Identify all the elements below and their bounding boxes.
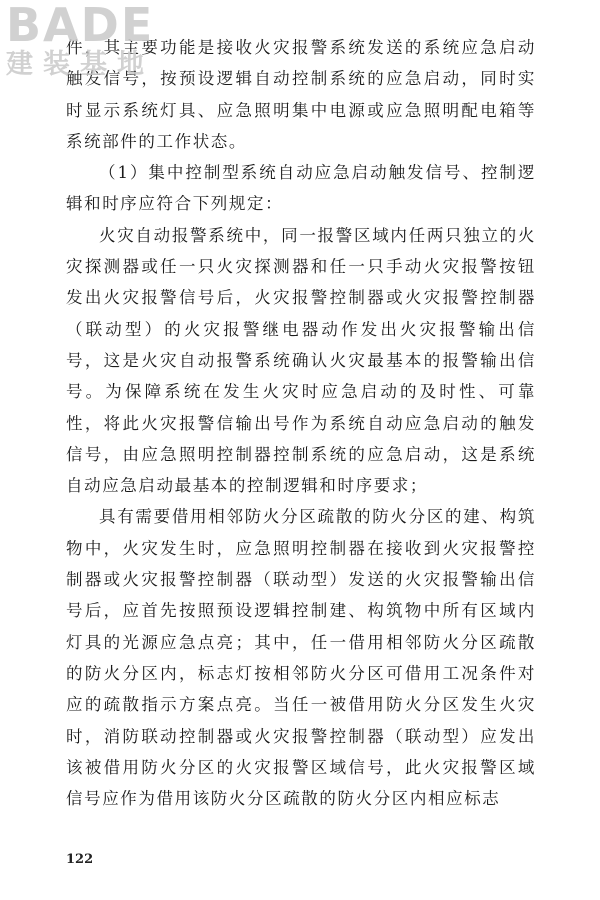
watermark-brand: BADE xyxy=(6,0,155,52)
paragraph-2: （1）集中控制型系统自动应急启动触发信号、控制逻辑和时序应符合下列规定： xyxy=(66,163,536,214)
paragraph-4: 具有需要借用相邻防火分区疏散的防火分区的建、构筑物中，火灾发生时，应急照明控制器在接收到火灾报警控制器或火灾报警控制器（联动型）发送的火灾报警输出信号后，应首先按照预设逻辑控制建、构筑物中所有区域内灯具的光源应急点亮；其中，任一借用相邻防火分区疏散的防火分区内，标志灯按相邻防火分区可借用工况条件对应的疏散指示方案点亮。当任一被借用防火分区发生火灾时，消防联动控制器或火灾报警控制器（联动型）应发出该被借用防火分区的火灾报警区域信号，此火灾报警区域信号应作为借用该防火分区疏散的防火分区内相应标志 xyxy=(66,507,536,809)
paragraph-1: 件，其主要功能是接收火灾报警系统发送的系统应急启动触发信号，按预设逻辑自动控制系统的应急启动，同时实时显示系统灯具、应急照明集中电源或应急照明配电箱等系统部件的工作状态。 xyxy=(66,38,536,151)
page-body xyxy=(66,32,536,814)
watermark-logo xyxy=(6,2,186,92)
page-number: 122 xyxy=(66,852,94,867)
watermark-subtitle: 建装基地 xyxy=(6,49,154,80)
paragraph-3: 火灾自动报警系统中，同一报警区域内任两只独立的火灾探测器或任一只火灾探测器和任一只手动火灾报警按钮发出火灾报警信号后，火灾报警控制器或火灾报警控制器（联动型）的火灾报警继电器动作发出火灾报警输出信号，这是火灾自动报警系统确认火灾最基本的报警输出信号。为保障系统在发生火灾时应急启动的及时性、可靠性，将此火灾报警信输出号作为系统自动应急启动的触发信号，由应急照明控制器控制系统的应急启动，这是系统自动应急启动最基本的控制逻辑和时序要求； xyxy=(66,225,536,496)
